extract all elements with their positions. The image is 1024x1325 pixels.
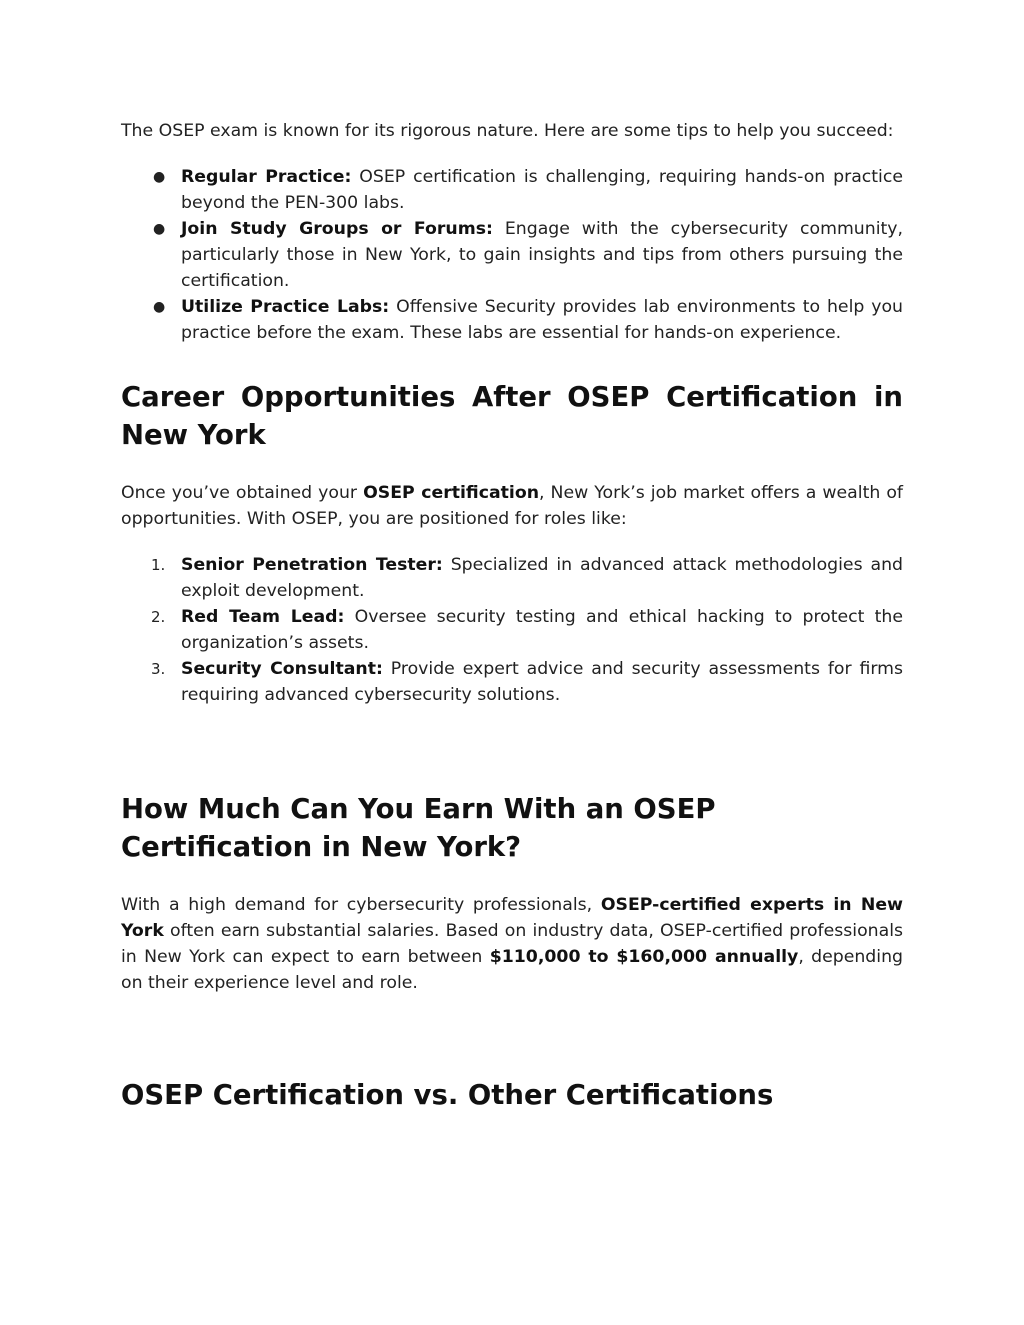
list-number: 1. <box>151 556 166 574</box>
tip-title: Regular Practice: <box>181 167 352 187</box>
career-paragraph <box>121 480 903 532</box>
list-item <box>151 604 903 656</box>
earnings-bold-1: OSEP-certified experts in New York <box>121 895 903 941</box>
tip-text: OSEP certification is challenging, requiring hands-on practice beyond the PEN-300 labs. <box>181 167 903 213</box>
career-text-after: , New York’s job market offers a wealth of opportunities. With OSEP, you are positioned for roles like: <box>121 483 903 529</box>
earnings-heading: How Much Can You Earn With an OSEP Certification in New York? <box>121 793 716 863</box>
earnings-text-1: With a high demand for cybersecurity professionals, <box>121 895 601 915</box>
career-text-bold: OSEP certification <box>363 483 540 503</box>
earnings-paragraph <box>121 892 903 996</box>
tip-title: Join Study Groups or Forums: <box>181 219 493 239</box>
tips-list <box>121 164 903 346</box>
intro-paragraph: The OSEP exam is known for its rigorous nature. Here are some tips to help you succeed: <box>121 121 894 141</box>
bullet-icon: ● <box>153 299 166 315</box>
career-heading: Career Opportunities After OSEP Certification in New York <box>121 381 903 451</box>
bullet-icon: ● <box>153 169 166 185</box>
role-title: Senior Penetration Tester: <box>181 555 443 575</box>
list-item <box>151 656 904 708</box>
earnings-text-2: often earn substantial salaries. Based on industry data, OSEP-certified professionals in New York can expect to earn between <box>121 921 903 967</box>
list-item <box>153 294 903 346</box>
career-text-before: Once you’ve obtained your <box>121 483 364 503</box>
tip-text: Engage with the cybersecurity community, particularly those in New York, to gain insights and tips from others pursuing the certification. <box>181 219 903 291</box>
bullet-icon: ● <box>153 221 166 237</box>
tip-title: Utilize Practice Labs: <box>181 297 390 317</box>
list-number: 3. <box>151 660 166 678</box>
comparison-heading: OSEP Certification vs. Other Certifications <box>121 1079 774 1111</box>
earnings-bold-2: $110,000 to $160,000 annually <box>489 947 799 967</box>
role-title: Red Team Lead: <box>181 607 345 627</box>
role-text: Specialized in advanced attack methodologies and exploit development. <box>181 555 903 601</box>
list-item <box>153 164 903 216</box>
list-number: 2. <box>151 608 166 626</box>
list-item <box>153 216 903 294</box>
document-page <box>121 118 903 1114</box>
role-text: Provide expert advice and security assessments for firms requiring advanced cybersecurity solutions. <box>181 659 904 705</box>
list-item <box>151 552 903 604</box>
roles-list <box>121 552 903 708</box>
role-text: Oversee security testing and ethical hacking to protect the organization’s assets. <box>181 607 903 653</box>
earnings-text-3: , depending on their experience level and role. <box>121 947 904 993</box>
tip-text: Offensive Security provides lab environments to help you practice before the exam. These labs are essential for hands-on experience. <box>181 297 903 343</box>
role-title: Security Consultant: <box>181 659 383 679</box>
